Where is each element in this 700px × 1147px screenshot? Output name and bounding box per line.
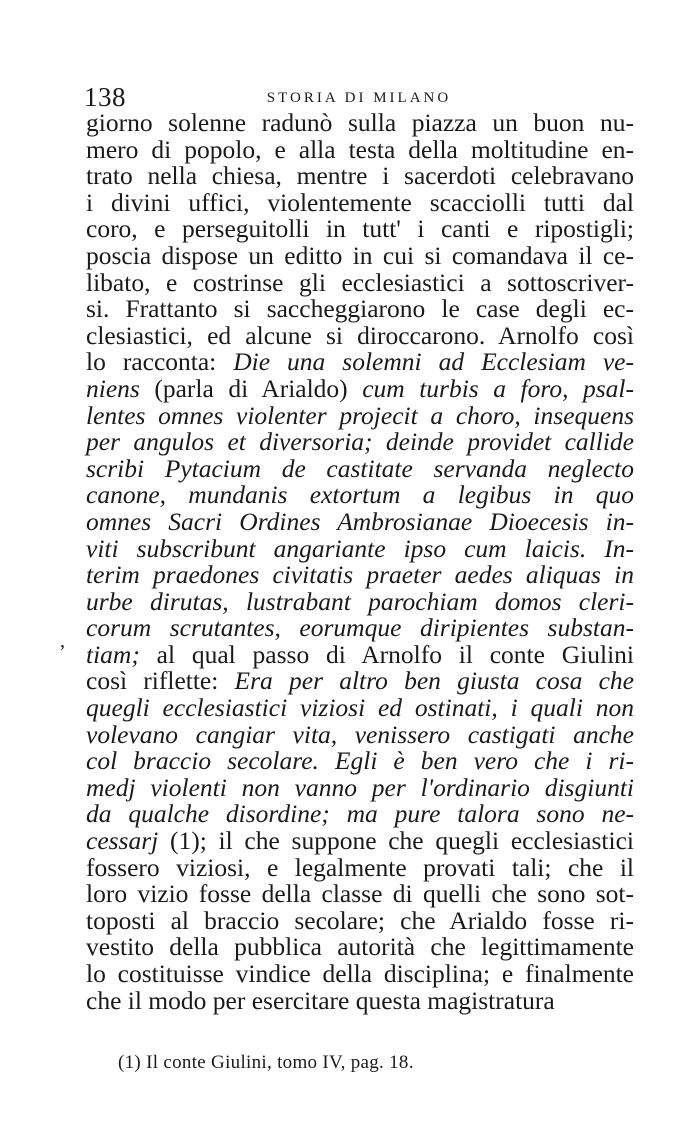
- text-line: [86, 828, 634, 855]
- text-line: [86, 134, 634, 164]
- text-line: [86, 934, 634, 961]
- running-head: STORIA DI MILANO: [266, 90, 452, 106]
- text-line: [86, 985, 634, 1015]
- body-text: [86, 110, 634, 1014]
- text-line: [86, 453, 634, 483]
- text-segment: mero di popolo, e alla testa della moltitudine en-: [86, 134, 634, 164]
- page-number: 138: [84, 82, 126, 112]
- text-segment: coro, e perseguitolli in tutt' i canti e ripostigli;: [86, 214, 634, 244]
- text-segment: libato, e costrinse gli ecclesiastici a sottoscriver-: [86, 267, 634, 297]
- text-segment: giorno solenne radunò sulla piazza un buon nu-: [86, 108, 634, 137]
- text-line: [86, 801, 634, 828]
- italic-segment: Era per altro ben giusta cosa che: [234, 666, 634, 696]
- italic-segment: cum turbis a foro, psal-: [362, 373, 634, 403]
- text-segment: toposti al braccio secolare; che Arialdo fosse ri-: [86, 905, 634, 935]
- italic-segment: cessarj: [86, 826, 159, 856]
- text-segment: poscia dispose un editto in cui si comandava il ce-: [86, 240, 634, 270]
- italic-segment: per angulos et diversoria; deinde providet callide: [86, 427, 634, 457]
- text-segment: i divini uffici, violentemente scacciolli tutti dal: [86, 187, 634, 217]
- text-segment: trato nella chiesa, mentre i sacerdoti celebravano: [86, 161, 634, 191]
- text-line: [86, 267, 634, 297]
- italic-segment: col braccio secolare. Egli è ben vero che i ri-: [86, 746, 634, 776]
- text-line: [86, 163, 634, 190]
- text-line: [86, 429, 634, 456]
- italic-segment: volevano cangiar vita, venissero castigati anche: [86, 719, 634, 749]
- text-line: [86, 320, 634, 350]
- text-segment: lo costituisse vindice della disciplina; e finalmente: [86, 959, 634, 988]
- italic-segment: corum scrutantes, eorumque diripientes substan-: [86, 613, 634, 643]
- text-segment: si. Frattanto si saccheggiarono le case degli ec-: [86, 294, 634, 324]
- text-line: [86, 719, 634, 749]
- italic-segment: omnes Sacri Ordines Ambrosianae Dioecesis in-: [86, 506, 634, 536]
- text-line: [86, 400, 634, 430]
- text-line: [86, 639, 634, 669]
- text-segment: clesiastici, ed alcune si diroccarono. Arnolfo così: [86, 320, 634, 350]
- italic-segment: lentes omnes violenter projecit a choro, insequens: [86, 400, 634, 430]
- text-line: [86, 187, 634, 217]
- italic-segment: da qualche disordine; ma pure talora sono ne-: [86, 799, 634, 829]
- italic-segment: scribi Pytacium de castitate servanda neglecto: [86, 453, 634, 483]
- text-segment: vestito della pubblica autorità che legittimamente: [86, 932, 634, 962]
- text-line: [86, 506, 634, 536]
- text-line: [86, 533, 634, 563]
- text-segment: così riflette:: [86, 666, 235, 696]
- text-segment: (1); il che suppone che quegli ecclesiastici: [158, 826, 634, 856]
- italic-segment: tiam;: [86, 639, 140, 669]
- text-segment: loro vizio fosse della classe di quelli che sono sot-: [86, 879, 634, 909]
- italic-segment: terim praedones civitatis praeter aedes aliquas in: [86, 560, 634, 590]
- text-segment: (parla di Arialdo): [139, 373, 363, 403]
- text-line: [86, 852, 634, 882]
- italic-segment: canone, mundanis extortum a legibus in quo: [86, 480, 634, 510]
- text-line: [86, 905, 634, 935]
- text-line: [86, 482, 634, 509]
- text-segment: che il modo per esercitare questa magistratura: [86, 985, 555, 1015]
- italic-segment: urbe dirutas, lustrabant parochiam domos cleri-: [86, 586, 634, 616]
- text-line: [86, 748, 634, 775]
- margin-mark: ,: [60, 630, 65, 652]
- text-line: [86, 110, 634, 137]
- text-line: [86, 586, 634, 616]
- text-line: [86, 216, 634, 243]
- text-segment: lo racconta:: [86, 347, 234, 377]
- text-line: [86, 615, 634, 642]
- text-line: [86, 668, 634, 695]
- text-segment: fossero viziosi, e legalmente provati tali; che il: [86, 852, 634, 882]
- italic-segment: viti subscribunt angariante ipso cum laicis. In-: [86, 533, 634, 563]
- text-line: [86, 373, 634, 403]
- italic-segment: Die una solemni ad Ecclesiam ve-: [233, 347, 634, 377]
- text-line: [86, 961, 634, 988]
- italic-segment: quegli ecclesiastici viziosi ed ostinati, i quali non: [86, 693, 634, 723]
- footnote: (1) Il conte Giulini, tomo IV, pag. 18.: [118, 1052, 414, 1073]
- text-line: [86, 296, 634, 323]
- italic-segment: niens: [86, 373, 140, 403]
- text-line: [86, 240, 634, 270]
- text-line: [86, 881, 634, 908]
- text-line: [86, 772, 634, 802]
- text-segment: al qual passo di Arnolfo il conte Giulini: [139, 639, 634, 669]
- text-line: [86, 349, 634, 376]
- text-line: [86, 562, 634, 589]
- text-line: [86, 695, 634, 722]
- italic-segment: medj violenti non vanno per l'ordinario disgiunti: [86, 772, 634, 802]
